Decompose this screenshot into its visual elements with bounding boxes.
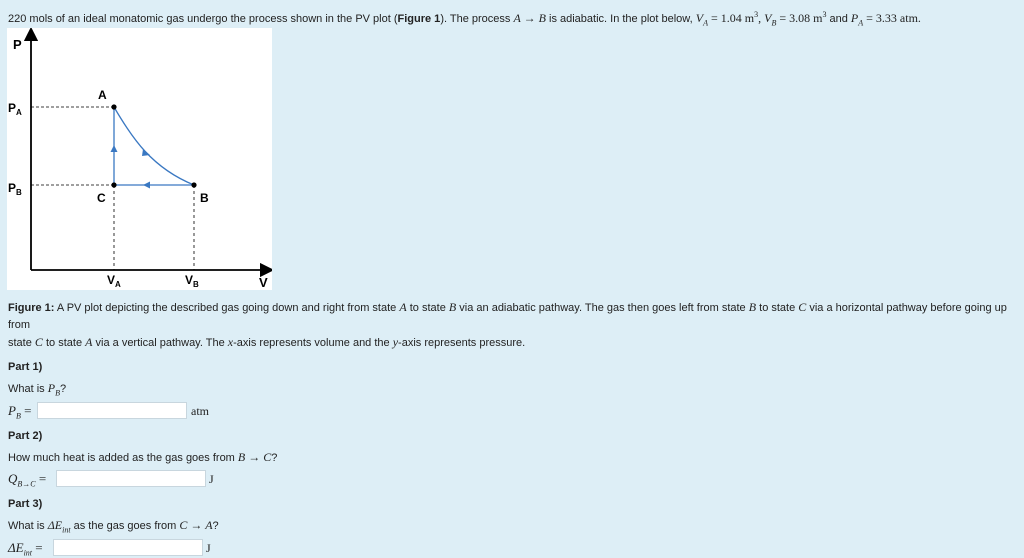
pa-symbol: $P_A$: [850, 11, 864, 28]
caption-var: C: [798, 300, 807, 314]
part-3-question: What is $\Delta E_{int}$ as the gas goes from C → A?: [8, 518, 219, 535]
arrow-bc-icon: [143, 182, 150, 189]
caption-text: to state: [406, 302, 449, 314]
caption-var: A: [85, 335, 93, 349]
pv-plot-figure: [7, 28, 272, 290]
part-2-answer-input[interactable]: [56, 470, 206, 487]
caption-label: Figure 1:: [8, 302, 55, 314]
caption-text: to state: [756, 302, 799, 314]
axis-p-label: P: [13, 37, 22, 52]
arrow-ab-icon: [142, 149, 150, 156]
caption-var: B: [448, 300, 457, 314]
caption-var: x: [227, 335, 234, 349]
intro-text: 220 mols of an ideal monatomic gas undergo the process shown in the PV plot (: [8, 13, 398, 25]
vb-symbol: $V_B$: [764, 11, 777, 28]
intro-text-3: is adiabatic. In the plot below,: [545, 13, 696, 25]
vb-value: = 3.08 $m^3$: [776, 10, 827, 25]
caption-var: y: [392, 335, 399, 349]
caption-text: via a vertical pathway. The: [92, 337, 228, 349]
part-3-unit: J: [206, 541, 211, 555]
va-label: $V_A$: [107, 273, 121, 289]
part-2-title: Part 2): [8, 430, 43, 442]
part-2-unit: J: [209, 472, 214, 486]
part-2-answer-label: $Q_{B\to C}$ =: [8, 471, 47, 489]
adiabatic-path-ab: [114, 107, 194, 185]
caption-var: B: [748, 300, 757, 314]
caption-text: state: [8, 337, 35, 349]
point-b-label: B: [200, 191, 209, 205]
figure-link[interactable]: Figure 1: [397, 13, 441, 25]
part-3-answer-input[interactable]: [53, 539, 203, 556]
part-3-answer-label: $\Delta E_{int}$ =: [8, 540, 43, 558]
part-1-unit: atm: [191, 404, 209, 418]
caption-text: to state: [42, 337, 86, 349]
pa-value: = 3.33 atm.: [863, 11, 921, 25]
va-symbol: $V_A$: [695, 11, 708, 28]
part-1-question: What is $P_B$?: [8, 381, 67, 398]
arrow-ca-icon: [111, 145, 118, 152]
va-value: = 1.04 $m^3$,: [708, 10, 765, 25]
part-1-title: Part 1): [8, 361, 43, 373]
part-1-answer-label: $P_B$ =: [8, 403, 32, 421]
pv-plot-svg: [7, 28, 272, 290]
process-label: A → B: [513, 11, 546, 25]
point-b-dot: [191, 182, 196, 187]
part-2-question: How much heat is added as the gas goes from B → C?: [8, 450, 278, 464]
and-text: and: [826, 13, 851, 25]
caption-text: -axis represents volume and the: [233, 337, 393, 349]
point-a-label: A: [98, 88, 107, 102]
vb-label: $V_B$: [185, 273, 199, 289]
point-a-dot: [111, 104, 116, 109]
caption-text: via an adiabatic pathway. The gas then goes left from state: [456, 302, 749, 314]
intro-text-2: ). The process: [440, 13, 514, 25]
caption-var: C: [34, 335, 43, 349]
caption-text: via a horizontal pathway before going up from: [8, 302, 1007, 331]
pa-label: $P_A$: [8, 101, 22, 117]
part-1-answer-input[interactable]: [37, 402, 187, 419]
point-c-dot: [111, 182, 116, 187]
pb-label: $P_B$: [8, 181, 22, 197]
figure-caption: [8, 299, 1018, 352]
caption-text: A PV plot depicting the described gas going down and right from state: [54, 302, 400, 314]
axis-v-label: V: [259, 275, 268, 290]
part-3-title: Part 3): [8, 498, 43, 510]
caption-text: -axis represents pressure.: [398, 337, 526, 349]
point-c-label: C: [97, 191, 106, 205]
caption-var: A: [399, 300, 407, 314]
